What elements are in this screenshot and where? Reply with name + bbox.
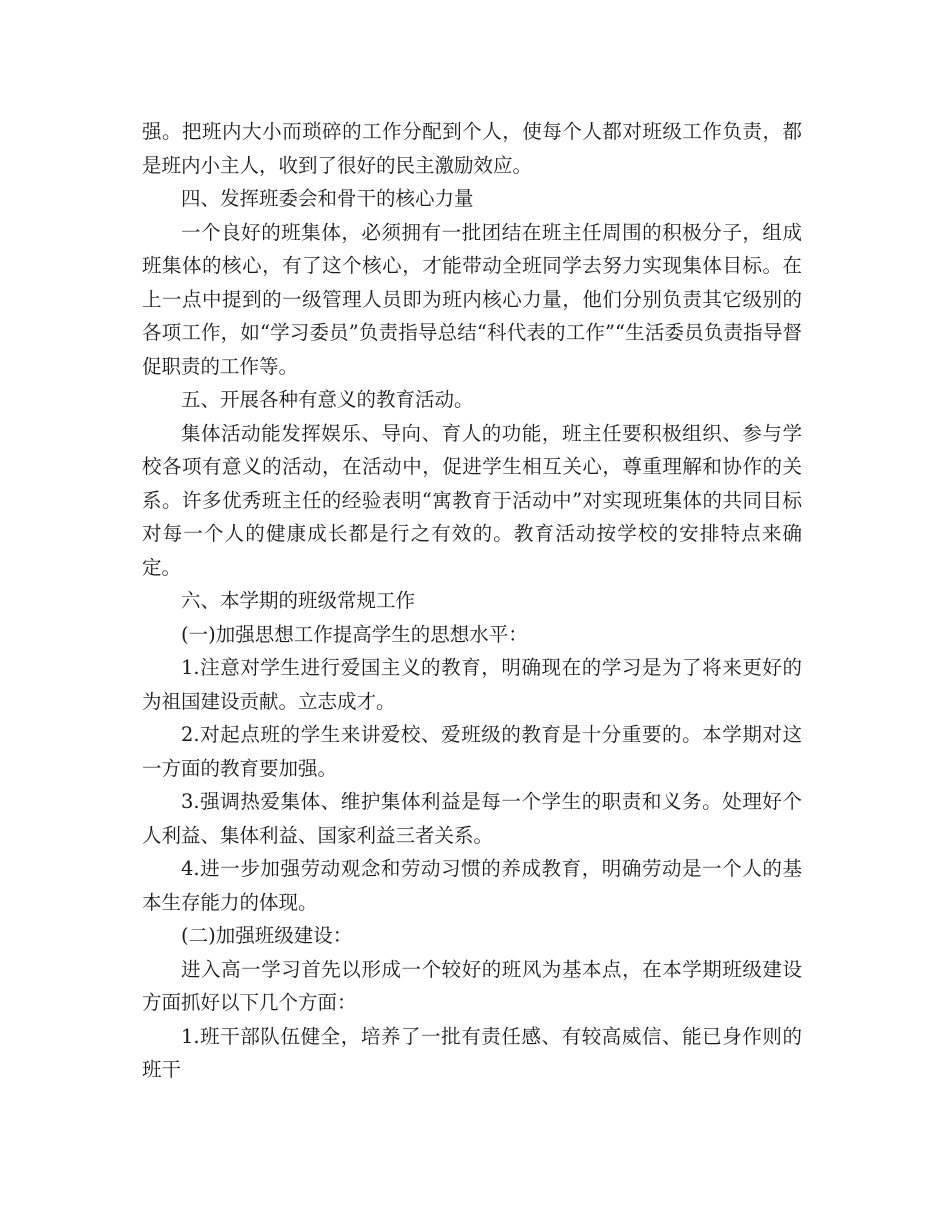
section-heading-4: 四、发挥班委会和骨干的核心力量 bbox=[181, 187, 474, 210]
list-item: 1.班干部队伍健全，培养了一批有责任感、有较高威信、能已身作则的班干 bbox=[142, 1024, 802, 1081]
list-item: 2.对起点班的学生来讲爱校、爱班级的教育是十分重要的。本学期对这一方面的教育要加强。 bbox=[142, 723, 802, 780]
paragraph-continuation: 强。把班内大小而琐碎的工作分配到个人，使每个人都对班级工作负责，都是班内小主人，收到了很好的民主激励效应。 bbox=[142, 120, 802, 177]
document-body bbox=[142, 115, 802, 1087]
subsection-heading-2: (二)加强班级建设： bbox=[181, 924, 353, 947]
section-heading-5: 五、开展各种有意义的教育活动。 bbox=[181, 388, 474, 411]
list-item: 1.注意对学生进行爱国主义的教育，明确现在的学习是为了将来更好的为祖国建设贡献。立志成才。 bbox=[142, 656, 802, 713]
subsection-heading-1: (一)加强思想工作提高学生的思想水平： bbox=[181, 622, 528, 646]
paragraph: 一个良好的班集体，必须拥有一批团结在班主任周围的积极分子，组成班集体的核心，有了这个核心，才能带动全班同学去努力实现集体目标。在上一点中提到的一级管理人员即为班内核心力量，他们分别负责其它级别的各项工作，如“学习委员”负责指导总结“科代表的工作”“生活委员负责指导督促职责的工作等。 bbox=[142, 220, 802, 378]
paragraph: 进入高一学习首先以形成一个较好的班风为基本点，在本学期班级建设方面抓好以下几个方面： bbox=[142, 957, 802, 1014]
section-heading-6: 六、本学期的班级常规工作 bbox=[181, 589, 416, 612]
list-item: 4.进一步加强劳动观念和劳动习惯的养成教育，明确劳动是一个人的基本生存能力的体现。 bbox=[142, 857, 802, 914]
list-item: 3.强调热爱集体、维护集体利益是每一个学生的职责和义务。处理好个人利益、集体利益、国家利益三者关系。 bbox=[142, 790, 802, 847]
paragraph: 集体活动能发挥娱乐、导向、育人的功能，班主任要积极组织、参与学校各项有意义的活动，在活动中，促进学生相互关心，尊重理解和协作的关系。许多优秀班主任的经验表明“寓教育于活动中”对实现班集体的共同目标对每一个人的健康成长都是行之有效的。教育活动按学校的安排特点来确定。 bbox=[142, 421, 802, 579]
